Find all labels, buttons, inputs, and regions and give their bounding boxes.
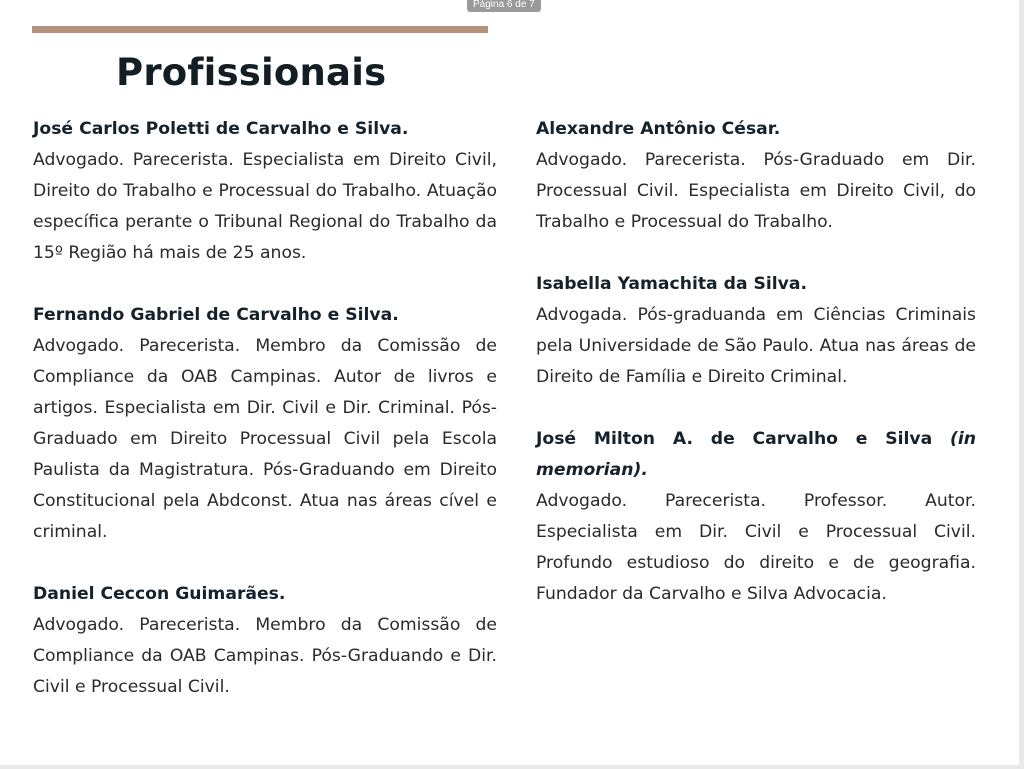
professional-entry (536, 269, 976, 393)
page-title: Profissionais (116, 51, 387, 94)
professional-description: Advogado. Parecerista. Professor. Autor. Especialista em Dir. Civil e Processual Civil. Profundo estudioso do direito e de geografia. Fundador da Carvalho e Silva Advocacia. (536, 491, 976, 604)
professional-description: Advogado. Parecerista. Especialista em Direito Civil, Direito do Trabalho e Processual do Trabalho. Atuação específica perante o Tribunal Regional do Trabalho da 15º Região há mais de 25 anos. (33, 150, 497, 263)
professional-name: Alexandre Antônio César. (536, 119, 781, 139)
professional-description: Advogada. Pós-graduanda em Ciências Criminais pela Universidade de São Paulo. Atua nas áreas de Direito de Família e Direito Criminal. (536, 305, 976, 387)
professional-description: Advogado. Parecerista. Membro da Comissão de Compliance da OAB Campinas. Pós-Graduando e Dir. Civil e Processual Civil. (33, 615, 497, 697)
page-indicator: Página 6 de 7 (467, 0, 541, 12)
professional-description: Advogado. Parecerista. Pós-Graduado em Dir. Processual Civil. Especialista em Direito Civil, do Trabalho e Processual do Trabalho. (536, 150, 976, 232)
professional-name-line (536, 424, 976, 486)
professional-name: Isabella Yamachita da Silva. (536, 274, 808, 294)
professional-entry (536, 424, 976, 610)
in-memorian-note: (in memorian). (536, 429, 977, 480)
professional-entry (33, 114, 497, 269)
professional-entry (536, 114, 976, 238)
professional-name: Daniel Ceccon Guimarães. (33, 584, 286, 604)
professional-name: José Carlos Poletti de Carvalho e Silva. (33, 119, 409, 139)
professional-entry (33, 300, 497, 548)
professional-name: José Milton A. de Carvalho e Silva (536, 429, 933, 449)
left-column (33, 114, 497, 734)
professional-description: Advogado. Parecerista. Membro da Comissão de Compliance da OAB Campinas. Autor de livros e artigos. Especialista em Dir. Civil e Dir. Criminal. Pós-Graduado em Direito Processual Civil pela Escola Paulista da Magistratura. Pós-Graduando em Direito Constitucional pela Abdconst. Atua nas áreas cível e criminal. (33, 336, 497, 542)
header-rule (32, 26, 488, 33)
right-column (536, 114, 976, 641)
professional-entry (33, 579, 497, 703)
professional-name: Fernando Gabriel de Carvalho e Silva. (33, 305, 399, 325)
